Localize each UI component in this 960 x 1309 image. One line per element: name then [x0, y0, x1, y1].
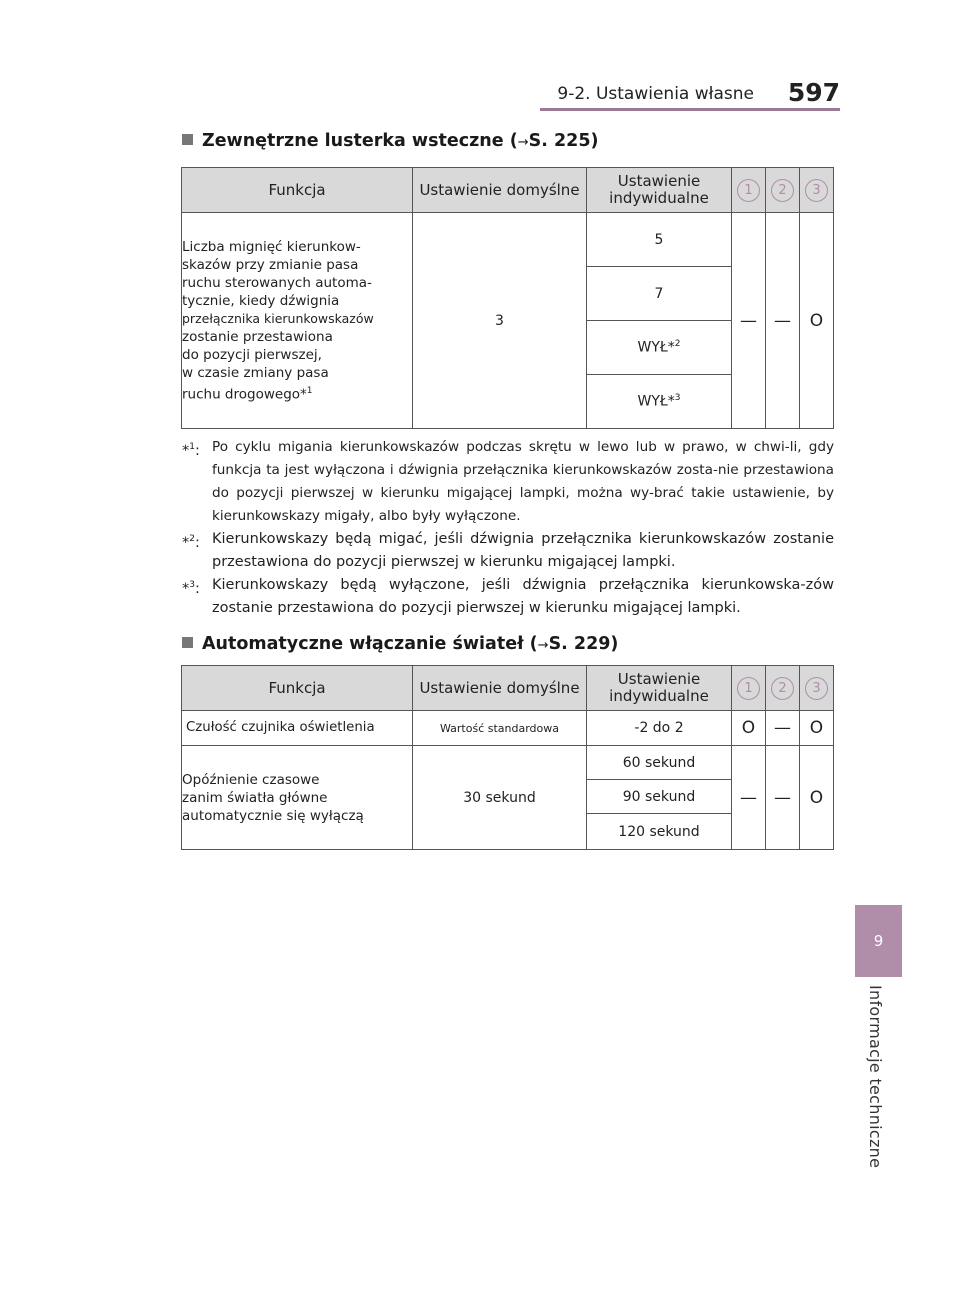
column-header-custom: Ustawienie indywidualne [587, 168, 732, 213]
option-cell: 7 [587, 267, 732, 321]
section-heading-mirrors [182, 131, 599, 151]
option-text: WYŁ* [637, 393, 675, 410]
chapter-title: Informacje techniczne [866, 985, 885, 1169]
option-cell [587, 321, 732, 375]
mark-cell-2: — [766, 711, 800, 746]
heading-ref: S. 225) [528, 131, 599, 151]
footnote-ref: 1 [306, 385, 313, 396]
mirrors-settings-table [181, 167, 834, 429]
mark-cell-3: O [800, 746, 834, 850]
column-header-function: Funkcja [182, 168, 413, 213]
function-line: Opóźnienie czasowe [182, 771, 320, 788]
footnote-1 [182, 436, 834, 528]
column-header-1 [732, 666, 766, 711]
mark-cell-2: — [766, 213, 800, 429]
default-value-cell: Wartość standardowa [413, 711, 587, 746]
page-header [540, 78, 840, 106]
footnote-2 [182, 528, 834, 574]
chapter-number: 9 [873, 932, 884, 950]
function-line: ruchu sterowanych automa- [182, 274, 372, 291]
column-header-2 [766, 666, 800, 711]
heading-text: Zewnętrzne lusterka wsteczne ( [202, 131, 518, 151]
footnote-star: * [182, 534, 190, 551]
function-line: w czasie zmiany pasa [182, 364, 329, 381]
section-title: 9-2. Ustawienia własne [557, 84, 754, 104]
column-header-3 [800, 666, 834, 711]
footnote-ref: 2 [674, 339, 681, 350]
mark-cell-3: O [800, 213, 834, 429]
heading-ref: S. 229) [548, 634, 619, 654]
header-rule [540, 108, 840, 111]
footnote-number: 2 [189, 534, 195, 544]
function-line: przełącznika kierunkowskazów [182, 310, 374, 326]
footnote-colon: : [194, 534, 200, 551]
heading-text: Automatyczne włączanie świateł ( [202, 634, 538, 654]
footnote-text: Kierunkowskazy będą migać, jeśli dźwignia przełącznika kierunkowskazów zostanie przestawiona do pozycji pierwszej w kierunku migającej lampki. [212, 531, 834, 570]
column-header-function: Funkcja [182, 666, 413, 711]
option-cell: 120 sekund [587, 814, 732, 850]
column-header-3 [800, 168, 834, 213]
option-cell: 90 sekund [587, 780, 732, 814]
square-bullet-icon [182, 637, 193, 648]
function-line: ruchu drogowego* [182, 386, 307, 403]
circled-number-icon: 1 [737, 677, 760, 700]
function-line: tycznie, kiedy dźwignia [182, 292, 340, 309]
default-value-cell: 3 [413, 213, 587, 429]
function-line: Liczba mignięć kierunkow- [182, 238, 361, 255]
function-line: skazów przy zmianie pasa [182, 256, 359, 273]
auto-lights-settings-table [181, 665, 834, 850]
footnote-marker [182, 528, 200, 555]
footnote-number: 1 [189, 442, 195, 452]
circled-number-icon: 3 [805, 677, 828, 700]
option-text: WYŁ* [637, 339, 675, 356]
function-cell [182, 746, 413, 850]
chapter-tab [855, 905, 902, 977]
function-line: automatycznie się wyłączą [182, 807, 364, 824]
section-heading-auto-lights [182, 634, 618, 654]
function-line: zanim światła główne [182, 789, 328, 806]
arrow-icon: → [517, 135, 529, 150]
function-cell [182, 213, 413, 429]
circled-number-icon: 2 [771, 179, 794, 202]
mark-cell-1: O [732, 711, 766, 746]
arrow-icon: → [537, 638, 549, 653]
mark-cell-2: — [766, 746, 800, 850]
function-cell: Czułość czujnika oświetlenia [182, 711, 413, 746]
footnote-colon: : [194, 580, 200, 597]
circled-number-icon: 3 [805, 179, 828, 202]
mark-cell-3: O [800, 711, 834, 746]
function-line: zostanie przestawiona [182, 328, 333, 345]
footnote-text: Po cyklu migania kierunkowskazów podczas skrętu w lewo lub w prawo, w chwi-li, gdy funkcja ta jest wyłączona i dźwignia przełącznika kierunkowskazów zosta-nie przestawiona do pozycji pierwszej w kierunku migającej lampki, można wy-brać takie ustawienie, by kierunkowskazy migały, albo były wyłączone. [212, 439, 834, 524]
mark-cell-1: — [732, 746, 766, 850]
footnote-marker [182, 436, 200, 463]
footnote-colon: : [194, 442, 200, 459]
circled-number-icon: 1 [737, 179, 760, 202]
circled-number-icon: 2 [771, 677, 794, 700]
option-cell: 5 [587, 213, 732, 267]
column-header-custom: Ustawienie indywidualne [587, 666, 732, 711]
column-header-default: Ustawienie domyślne [413, 666, 587, 711]
footnote-star: * [182, 580, 190, 597]
option-cell: 60 sekund [587, 746, 732, 780]
footnote-number: 3 [189, 580, 195, 590]
footnote-3 [182, 574, 834, 620]
mark-cell-1: — [732, 213, 766, 429]
footnote-ref: 3 [674, 393, 681, 404]
footnotes [182, 436, 834, 620]
page-number: 597 [787, 78, 840, 107]
footnote-marker [182, 574, 200, 601]
column-header-2 [766, 168, 800, 213]
square-bullet-icon [182, 134, 193, 145]
option-cell: -2 do 2 [587, 711, 732, 746]
function-line: do pozycji pierwszej, [182, 346, 322, 363]
column-header-1 [732, 168, 766, 213]
option-cell [587, 375, 732, 429]
column-header-default: Ustawienie domyślne [413, 168, 587, 213]
footnote-star: * [182, 442, 190, 459]
default-value-cell: 30 sekund [413, 746, 587, 850]
footnote-text: Kierunkowskazy będą wyłączone, jeśli dźwignia przełącznika kierunkowska-zów zostanie przestawiona do pozycji pierwszej w kierunku migającej lampki. [212, 577, 834, 616]
